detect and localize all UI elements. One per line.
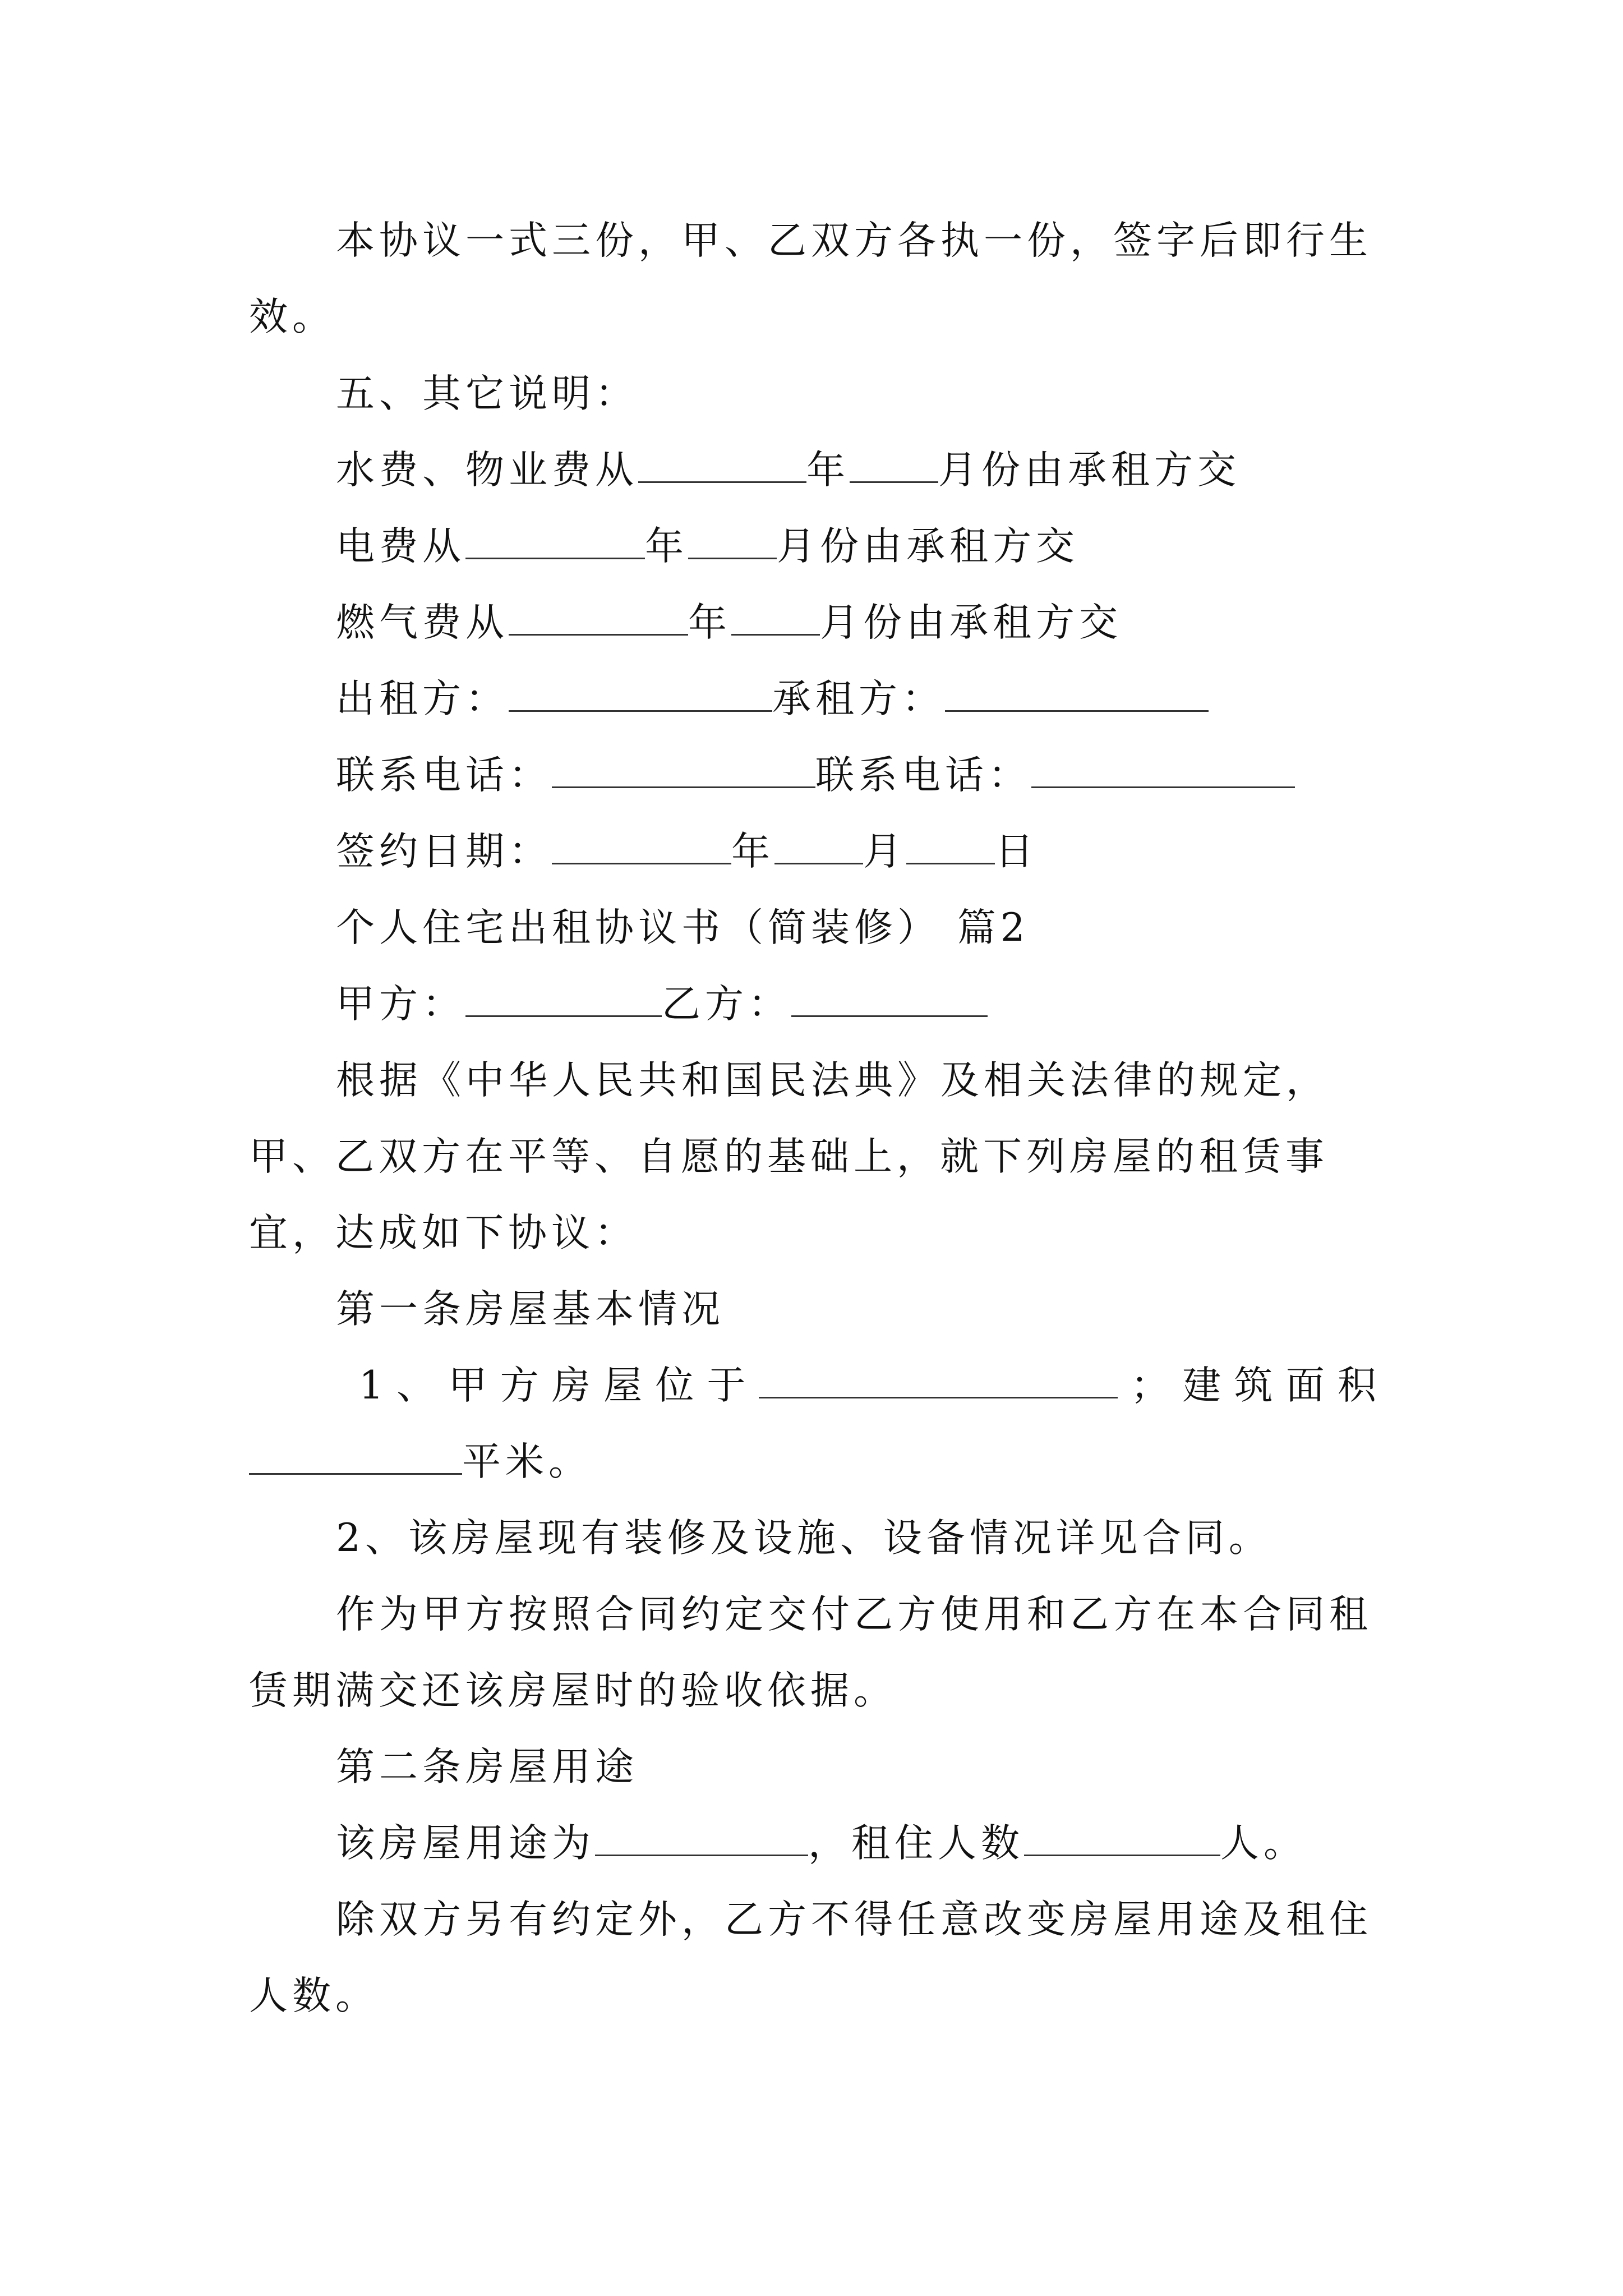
sign-month-blank[interactable] bbox=[774, 829, 863, 864]
sign-year-label: 年 bbox=[731, 829, 774, 874]
item1-char: 房 bbox=[551, 1363, 591, 1408]
item1-char: 方 bbox=[500, 1363, 539, 1408]
item1-char: 、 bbox=[396, 1363, 436, 1408]
lessor-blank[interactable] bbox=[509, 677, 772, 712]
elec-month-label: 月份由承租方交 bbox=[777, 524, 1079, 569]
party-ab-line bbox=[336, 966, 988, 1042]
elec-year-blank[interactable] bbox=[465, 524, 645, 559]
sign-month-label: 月 bbox=[863, 829, 906, 874]
paragraph-acceptance: 作为甲方按照合同约定交付乙方使用和乙方在本合同租赁期满交还该房屋时的验收依据。 bbox=[249, 1592, 1372, 1713]
area-line bbox=[249, 1424, 592, 1500]
gas-month-label: 月份由承租方交 bbox=[820, 600, 1122, 645]
elec-fee-label: 电费从 bbox=[336, 524, 465, 569]
sign-day-label: 日 bbox=[995, 829, 1038, 874]
water-year-label: 年 bbox=[806, 448, 850, 493]
paragraph-legal-basis: 根据《中华人民共和国民法典》及相关法律的规定，甲、乙双方在平等、自愿的基础上，就下列房屋的租赁事宜，达成如下协议： bbox=[249, 1058, 1329, 1255]
gas-year-label: 年 bbox=[688, 600, 731, 645]
gas-fee-line bbox=[336, 585, 1122, 661]
item1-char: 位 bbox=[655, 1363, 694, 1408]
lessor-phone-label: 联系电话： bbox=[336, 753, 552, 798]
occupants-blank[interactable] bbox=[1024, 1821, 1220, 1856]
lessee-label: 承租方： bbox=[772, 677, 945, 721]
occupants-label: ，租住人数 bbox=[808, 1821, 1024, 1866]
item1-char: 建 bbox=[1182, 1363, 1221, 1408]
signing-date-label: 签约日期： bbox=[336, 829, 552, 874]
item-one-line bbox=[359, 1347, 1376, 1424]
phone-line bbox=[336, 737, 1295, 813]
parties-line bbox=[336, 661, 1209, 737]
water-month-blank[interactable] bbox=[850, 448, 938, 483]
signing-date-line bbox=[336, 813, 1038, 890]
section-five-heading: 五、其它说明： bbox=[336, 371, 638, 416]
house-use-blank[interactable] bbox=[595, 1821, 808, 1856]
lessor-phone-blank[interactable] bbox=[552, 753, 815, 788]
paragraph-copies: 本协议一式三份，甲、乙双方各执一份，签字后即行生效。 bbox=[249, 218, 1372, 339]
article-two-heading: 第二条房屋用途 bbox=[336, 1745, 638, 1789]
item1-char: 面 bbox=[1285, 1363, 1325, 1408]
party-a-blank[interactable] bbox=[465, 982, 662, 1017]
house-use-line bbox=[336, 1805, 1307, 1881]
elec-month-blank[interactable] bbox=[688, 524, 777, 559]
gas-fee-label: 燃气费从 bbox=[336, 600, 509, 645]
item1-char: 屋 bbox=[603, 1363, 643, 1408]
elec-year-label: 年 bbox=[645, 524, 688, 569]
sign-day-blank[interactable] bbox=[906, 829, 995, 864]
lessee-blank[interactable] bbox=[945, 677, 1209, 712]
party-b-blank[interactable] bbox=[791, 982, 988, 1017]
water-year-blank[interactable] bbox=[638, 448, 806, 483]
water-month-label: 月份由承租方交 bbox=[938, 448, 1241, 493]
item1-char: 甲 bbox=[448, 1363, 487, 1408]
item-two: 2、该房屋现有装修及设施、设备情况详见合同。 bbox=[336, 1516, 1272, 1561]
lessor-label: 出租方： bbox=[336, 677, 509, 721]
electricity-fee-line bbox=[336, 508, 1079, 585]
sign-year-blank[interactable] bbox=[552, 829, 731, 864]
party-a-label: 甲方： bbox=[336, 982, 465, 1027]
gas-year-blank[interactable] bbox=[509, 600, 688, 636]
occupants-unit: 人。 bbox=[1220, 1821, 1307, 1866]
item1-char: 积 bbox=[1337, 1363, 1376, 1408]
item1-char: 1 bbox=[359, 1363, 384, 1408]
item1-char: 于 bbox=[707, 1363, 746, 1408]
lessee-phone-label: 联系电话： bbox=[815, 753, 1031, 798]
paragraph-restriction: 除双方另有约定外，乙方不得任意改变房屋用途及租住人数。 bbox=[249, 1897, 1372, 2018]
item1-char: 筑 bbox=[1234, 1363, 1273, 1408]
area-unit-label: 平米。 bbox=[462, 1439, 592, 1484]
article-one-heading: 第一条房屋基本情况 bbox=[336, 1287, 725, 1332]
item1-semicolon: ； bbox=[1131, 1363, 1170, 1408]
gas-month-blank[interactable] bbox=[731, 600, 820, 636]
lessee-phone-blank[interactable] bbox=[1031, 753, 1295, 788]
floor-area-blank[interactable] bbox=[249, 1439, 462, 1475]
house-use-label: 该房屋用途为 bbox=[336, 1821, 595, 1866]
party-b-label: 乙方： bbox=[662, 982, 791, 1027]
house-location-blank[interactable] bbox=[759, 1363, 1118, 1398]
section-title-2: 个人住宅出租协议书（简装修） 篇2 bbox=[336, 905, 1030, 950]
water-fee-line bbox=[336, 432, 1241, 508]
water-fee-label: 水费、物业费从 bbox=[336, 448, 638, 493]
